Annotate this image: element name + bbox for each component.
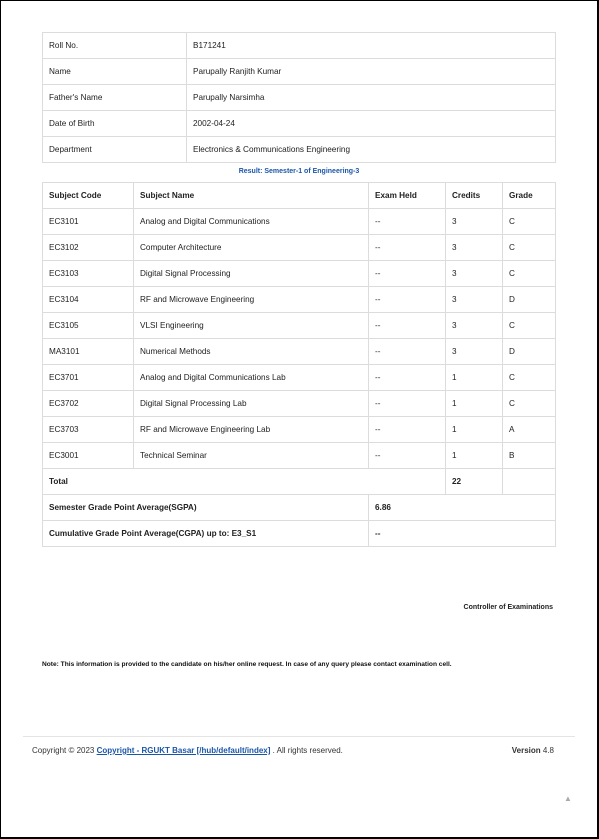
info-value: Electronics & Communications Engineering xyxy=(187,137,556,163)
sgpa-value: 6.86 xyxy=(369,495,556,521)
table-row xyxy=(43,209,556,235)
credits-cell: 3 xyxy=(446,287,503,313)
copyright-prefix: Copyright © 2023 xyxy=(32,746,95,755)
student-info-row xyxy=(43,59,556,85)
header-exam-held: Exam Held xyxy=(369,183,446,209)
total-grade-empty xyxy=(503,469,556,495)
exam-held-cell: -- xyxy=(369,235,446,261)
subject-name-cell: RF and Microwave Engineering Lab xyxy=(134,417,369,443)
credits-cell: 1 xyxy=(446,417,503,443)
version-label: Version xyxy=(511,746,541,755)
exam-held-cell: -- xyxy=(369,261,446,287)
subject-code-cell: EC3103 xyxy=(43,261,134,287)
grade-cell: B xyxy=(503,443,556,469)
exam-held-cell: -- xyxy=(369,287,446,313)
exam-held-cell: -- xyxy=(369,313,446,339)
grade-cell: C xyxy=(503,313,556,339)
subject-name-cell: Computer Architecture xyxy=(134,235,369,261)
subject-name-cell: Digital Signal Processing Lab xyxy=(134,391,369,417)
exam-held-cell: -- xyxy=(369,417,446,443)
info-value: Parupally Ranjith Kumar xyxy=(187,59,556,85)
subject-code-cell: EC3702 xyxy=(43,391,134,417)
result-title: Result: Semester-1 of Engineering-3 xyxy=(238,168,360,175)
cgpa-value: -- xyxy=(369,521,556,547)
grade-cell: D xyxy=(503,339,556,365)
credits-cell: 1 xyxy=(446,365,503,391)
subject-code-cell: EC3001 xyxy=(43,443,134,469)
info-label: Name xyxy=(43,59,187,85)
table-row xyxy=(43,443,556,469)
credits-cell: 3 xyxy=(446,261,503,287)
student-info-table xyxy=(42,32,556,163)
student-info-row xyxy=(43,111,556,137)
credits-cell: 3 xyxy=(446,209,503,235)
header-credits: Credits xyxy=(446,183,503,209)
info-label: Father's Name xyxy=(43,85,187,111)
grades-table xyxy=(42,182,556,547)
student-info-row xyxy=(43,137,556,163)
table-row xyxy=(43,287,556,313)
credits-cell: 3 xyxy=(446,339,503,365)
copyright-suffix: . All rights reserved. xyxy=(272,746,343,755)
credits-cell: 1 xyxy=(446,391,503,417)
student-info-row xyxy=(43,33,556,59)
info-value: B171241 xyxy=(187,33,556,59)
subject-name-cell: Analog and Digital Communications xyxy=(134,209,369,235)
grade-cell: C xyxy=(503,209,556,235)
info-value: Parupally Narsimha xyxy=(187,85,556,111)
header-subject-code: Subject Code xyxy=(43,183,134,209)
credits-cell: 3 xyxy=(446,313,503,339)
exam-held-cell: -- xyxy=(369,391,446,417)
subject-name-cell: Numerical Methods xyxy=(134,339,369,365)
total-credits: 22 xyxy=(446,469,503,495)
credits-cell: 1 xyxy=(446,443,503,469)
grade-cell: C xyxy=(503,235,556,261)
credits-cell: 3 xyxy=(446,235,503,261)
sgpa-label: Semester Grade Point Average(SGPA) xyxy=(43,495,369,521)
exam-held-cell: -- xyxy=(369,365,446,391)
exam-held-cell: -- xyxy=(369,339,446,365)
subject-code-cell: EC3701 xyxy=(43,365,134,391)
sgpa-row xyxy=(43,495,556,521)
subject-code-cell: EC3102 xyxy=(43,235,134,261)
grades-header-row xyxy=(43,183,556,209)
subject-name-cell: Technical Seminar xyxy=(134,443,369,469)
subject-name-cell: Analog and Digital Communications Lab xyxy=(134,365,369,391)
subject-code-cell: EC3104 xyxy=(43,287,134,313)
table-row xyxy=(43,391,556,417)
result-page xyxy=(1,1,597,837)
controller-signature: Controller of Examinations xyxy=(463,604,553,611)
table-row xyxy=(43,235,556,261)
footer-copyright xyxy=(32,746,343,755)
footer-divider xyxy=(23,736,575,737)
table-row xyxy=(43,339,556,365)
total-label: Total xyxy=(43,469,446,495)
subject-name-cell: VLSI Engineering xyxy=(134,313,369,339)
info-label: Department xyxy=(43,137,187,163)
subject-code-cell: EC3105 xyxy=(43,313,134,339)
footer-version xyxy=(512,746,554,755)
subject-code-cell: EC3703 xyxy=(43,417,134,443)
table-row xyxy=(43,365,556,391)
subject-name-cell: RF and Microwave Engineering xyxy=(134,287,369,313)
table-row xyxy=(43,417,556,443)
info-label: Date of Birth xyxy=(43,111,187,137)
total-row xyxy=(43,469,556,495)
grade-cell: C xyxy=(503,391,556,417)
grade-cell: C xyxy=(503,261,556,287)
exam-held-cell: -- xyxy=(369,209,446,235)
grade-cell: C xyxy=(503,365,556,391)
arrow-up-icon[interactable]: ▲ xyxy=(564,794,572,803)
grades-body xyxy=(43,209,556,469)
table-row xyxy=(43,313,556,339)
table-row xyxy=(43,261,556,287)
note-text: Note: This information is provided to the candidate on his/her online request. In case of any query please contact examination cell. xyxy=(42,661,452,668)
student-info-body xyxy=(43,33,556,163)
grade-cell: A xyxy=(503,417,556,443)
version-value: 4.8 xyxy=(542,746,554,755)
info-value: 2002-04-24 xyxy=(187,111,556,137)
header-grade: Grade xyxy=(503,183,556,209)
subject-code-cell: MA3101 xyxy=(43,339,134,365)
subject-name-cell: Digital Signal Processing xyxy=(134,261,369,287)
grade-cell: D xyxy=(503,287,556,313)
subject-code-cell: EC3101 xyxy=(43,209,134,235)
exam-held-cell: -- xyxy=(369,443,446,469)
student-info-row xyxy=(43,85,556,111)
info-label: Roll No. xyxy=(43,33,187,59)
cgpa-label: Cumulative Grade Point Average(CGPA) up to: E3_S1 xyxy=(43,521,369,547)
header-subject-name: Subject Name xyxy=(134,183,369,209)
copyright-link[interactable]: Copyright - RGUKT Basar [/hub/default/index] xyxy=(96,746,271,755)
cgpa-row xyxy=(43,521,556,547)
